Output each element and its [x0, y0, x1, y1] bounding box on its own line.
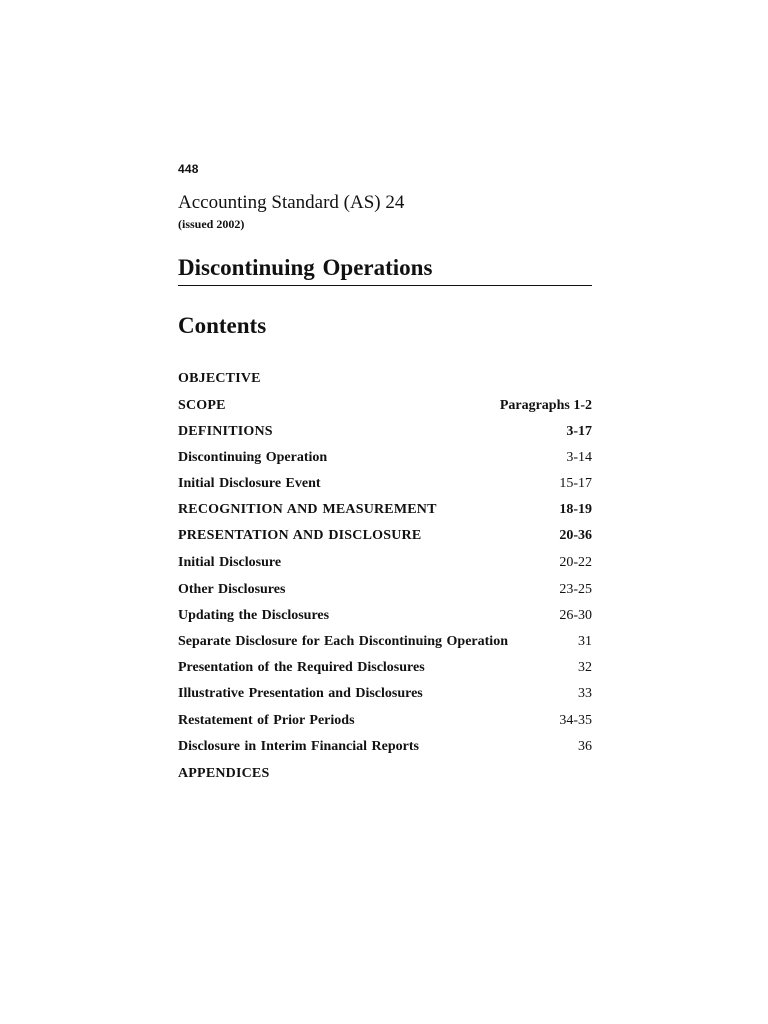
toc-paragraphs: 3-14: [566, 450, 592, 465]
toc-row: [178, 369, 592, 389]
toc-label: RECOGNITION AND MEASUREMENT: [178, 502, 437, 517]
toc-label: Initial Disclosure: [178, 555, 282, 570]
toc-paragraphs: 20-22: [559, 555, 592, 570]
toc-label: Presentation of the Required Disclosures: [178, 660, 425, 675]
standard-title: Accounting Standard (AS) 24: [178, 192, 405, 213]
contents-heading: Contents: [178, 313, 267, 338]
toc-row: [178, 580, 592, 600]
title-divider: [178, 285, 592, 286]
document-page: [178, 0, 592, 1024]
toc-paragraphs: 31: [578, 634, 592, 649]
toc-row: [178, 658, 592, 678]
toc-row: [178, 684, 592, 704]
issued-date: (issued 2002): [178, 217, 245, 231]
toc-row: [178, 474, 592, 494]
toc-label: SCOPE: [178, 398, 226, 413]
toc-label: Illustrative Presentation and Disclosures: [178, 686, 423, 701]
toc-label: Restatement of Prior Periods: [178, 713, 355, 728]
toc-paragraphs: 18-19: [559, 502, 592, 517]
toc-label: Initial Disclosure Event: [178, 476, 321, 491]
toc-paragraphs: 3-17: [566, 424, 592, 439]
toc-row: [178, 711, 592, 731]
toc-label: Updating the Disclosures: [178, 608, 330, 623]
toc-paragraphs: 36: [578, 739, 592, 754]
toc-row: [178, 500, 592, 520]
toc-label: OBJECTIVE: [178, 371, 261, 386]
toc-row: [178, 422, 592, 442]
toc-paragraphs: 20-36: [559, 528, 592, 543]
toc-label: Other Disclosures: [178, 582, 286, 597]
toc-row: [178, 526, 592, 546]
toc-paragraphs: 33: [578, 686, 592, 701]
page-number: 448: [178, 162, 199, 176]
toc-label: DEFINITIONS: [178, 424, 273, 439]
toc-label: Discontinuing Operation: [178, 450, 328, 465]
toc-label: APPENDICES: [178, 766, 270, 781]
toc-row: [178, 764, 592, 784]
toc-label: Disclosure in Interim Financial Reports: [178, 739, 419, 754]
toc-paragraphs: 26-30: [559, 608, 592, 623]
toc-label: PRESENTATION AND DISCLOSURE: [178, 528, 422, 543]
toc-label: Separate Disclosure for Each Discontinuing Operation: [178, 634, 508, 649]
toc-row: [178, 396, 592, 416]
toc-row: [178, 737, 592, 757]
toc-row: [178, 553, 592, 573]
toc-row: [178, 632, 592, 652]
document-title: Discontinuing Operations: [178, 255, 433, 280]
toc-paragraphs: 32: [578, 660, 592, 675]
toc-paragraphs: 15-17: [559, 476, 592, 491]
toc-paragraphs: 23-25: [559, 582, 592, 597]
toc-row: [178, 448, 592, 468]
toc-paragraphs: Paragraphs 1-2: [499, 398, 592, 413]
toc-row: [178, 606, 592, 626]
toc-paragraphs: 34-35: [559, 713, 592, 728]
